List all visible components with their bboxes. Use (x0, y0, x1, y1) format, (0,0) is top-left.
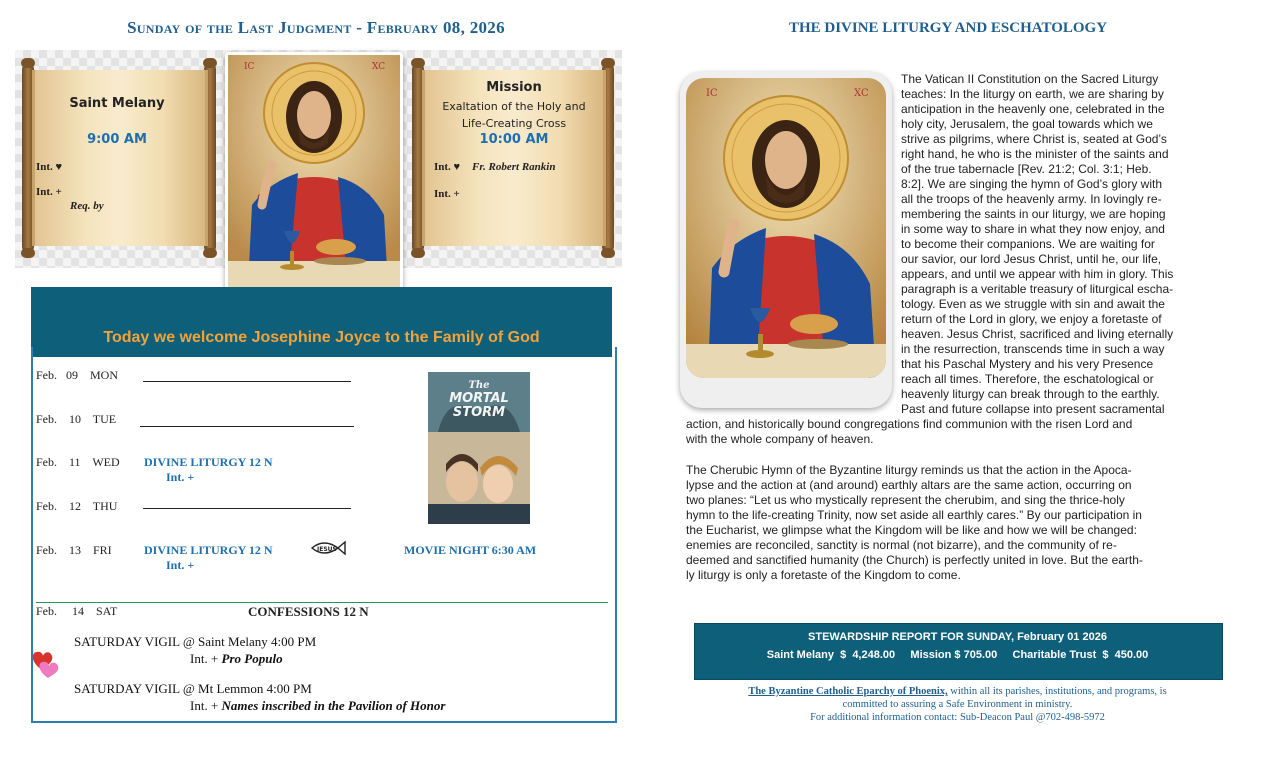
poster-line2: MORTAL (449, 391, 509, 406)
blank-line (143, 380, 351, 382)
vigil-mt-lemmon: SATURDAY VIGIL @ Mt Lemmon 4:00 PM (74, 681, 312, 696)
scroll-right-feast-2: Life-Creating Cross (461, 117, 567, 130)
scroll-right-int2: Int. + (434, 188, 460, 200)
scroll-left-time: 9:00 AM (87, 132, 147, 147)
blank-line (140, 425, 354, 427)
calendar-row: Feb. 10 TUE (36, 412, 117, 426)
intention-wed: Int. + (166, 470, 195, 484)
scroll-left-int1: Int. ♥ (36, 161, 63, 173)
calendar-row: Feb. 14 SAT (36, 604, 118, 618)
scroll-right-priest: Fr. Robert Rankin (472, 161, 556, 173)
icon-large-ic: IC (706, 88, 718, 99)
article-paragraph-1-continued: action, and historically bound congregations find communion with the risen Lord and with the whole company of heaven. (686, 417, 1133, 446)
article-paragraph-1: The Vatican II Constitution on the Sacred Liturgy teaches: In the liturgy on earth, we are sharing by anticipation in the heavenly one, celebrated in the holy city, Jerusalem, the goal towards which we strive as pilgrims, where Christ is, seated at God’s right hand, he who is the minister of the saints and of the true tabernacle [Rev. 21:2; Col. 3:1; Heb. 8:2]. We are singing the hymn of God’s glory with all the troops of the heavenly army. In lovingly re- membering the saints in our liturgy, we are hoping in some way to share in what they now enjoy, and to become their companions. We are waiting for our savior, our lord Jesus Christ, until he, our life, appears, and until we appear with him in glory. This paragraph is a veritable treasury of liturgical escha- tology. Even as we struggle with sin and await the return of the Lord in glory, we enjoy a foretaste of heaven. Jesus Christ, sacrificed and living eternally in the resurrection, transcends time in such a way that his Paschal Mystery and his very Presence reach all times. Therefore, the eschatological or heavenly liturgy can break through to the earthly. Past and future collapse into present sacramental (901, 72, 1174, 416)
scroll-saint-melany (22, 58, 218, 258)
eparchy-link[interactable]: The Byzantine Catholic Eparchy of Phoenix, (748, 686, 948, 697)
scroll-left-int2: Int. + (36, 186, 62, 198)
scroll-right-time: 10:00 AM (479, 132, 549, 147)
hearts-icon (30, 648, 64, 680)
stewardship-amounts: Saint Melany $ 4,248.00 Mission $ 705.00 Charitable Trust $ 450.00 (766, 649, 1149, 661)
icon-small-ic: IC (244, 62, 255, 72)
poster-line3: STORM (452, 405, 506, 420)
calendar-row: Feb. 11 WED (36, 455, 120, 469)
scroll-left-parish: Saint Melany (69, 96, 165, 111)
vigil-saint-melany: SATURDAY VIGIL @ Saint Melany 4:00 PM (74, 634, 317, 649)
event-wed: DIVINE LITURGY 12 N (144, 455, 273, 469)
scroll-right-int1: Int. ♥ (434, 161, 461, 173)
divider (36, 602, 608, 603)
footer-notice: The Byzantine Catholic Eparchy of Phoenix, within all its parishes, institutions, and programs, is committed to assuring a Safe Environment in ministry. For additional information contact: Sub-Deacon Paul @702-498-5972 (748, 686, 1167, 723)
vigil-mt-lemmon-intention: Int. + Names inscribed in the Pavilion of Honor (190, 698, 446, 713)
calendar-row: Feb. 09 MON (36, 368, 119, 382)
poster-line1: The (468, 380, 490, 391)
blank-line (143, 507, 351, 509)
icon-small-xc: XC (372, 62, 386, 72)
vigil-saint-melany-intention: Int. + Pro Populo (190, 651, 283, 666)
movie-night: MOVIE NIGHT 6:30 AM (404, 543, 537, 557)
ichthys-fish-icon (310, 540, 346, 556)
christ-icon-small (225, 52, 403, 300)
icon-large-xc: XC (854, 88, 869, 99)
stewardship-title: STEWARDSHIP REPORT FOR SUNDAY, February 01 2026 (808, 631, 1107, 643)
scroll-mission (412, 58, 616, 258)
right-page-title: THE DIVINE LITURGY AND ESCHATOLOGY (788, 20, 1108, 36)
scroll-right-parish: Mission (486, 80, 542, 95)
left-page-title: Sunday of the Last Judgment - February 08, 2026 (127, 18, 505, 37)
calendar-row: Feb. 13 FRI (36, 543, 112, 557)
christ-icon-large (680, 72, 892, 408)
fish-label: IESUS (317, 546, 337, 553)
intention-fri: Int. + (166, 558, 195, 572)
article-paragraph-2: The Cherubic Hymn of the Byzantine liturgy reminds us that the action in the Apoca- lypse and the action at (and around) earthly altars are the same action, occurring on two planes: “Let us who mystically represent the cherubim, and sing the thrice-holy hymn to the life-creating Trinity, now set aside all earthly cares.” By our participation in the Eucharist, we glimpse what the Kingdom will be like and how we will be changed: enemies are reconciled, sanctity is normal (not bizarre), and the community of re- deemed and sanctified humanity (the Church) is perfectly united in love. But the earth- ly liturgy is only a foretaste of the Kingdom to come. (686, 463, 1143, 582)
calendar-row: Feb. 12 THU (36, 499, 118, 513)
scroll-right-feast-1: Exaltation of the Holy and (442, 100, 586, 113)
event-fri: DIVINE LITURGY 12 N (144, 543, 273, 557)
event-sat: CONFESSIONS 12 N (248, 604, 369, 619)
welcome-text: Today we welcome Josephine Joyce to the Family of God (103, 329, 540, 346)
movie-poster (428, 372, 530, 524)
scroll-left-req: Req. by (70, 200, 104, 212)
